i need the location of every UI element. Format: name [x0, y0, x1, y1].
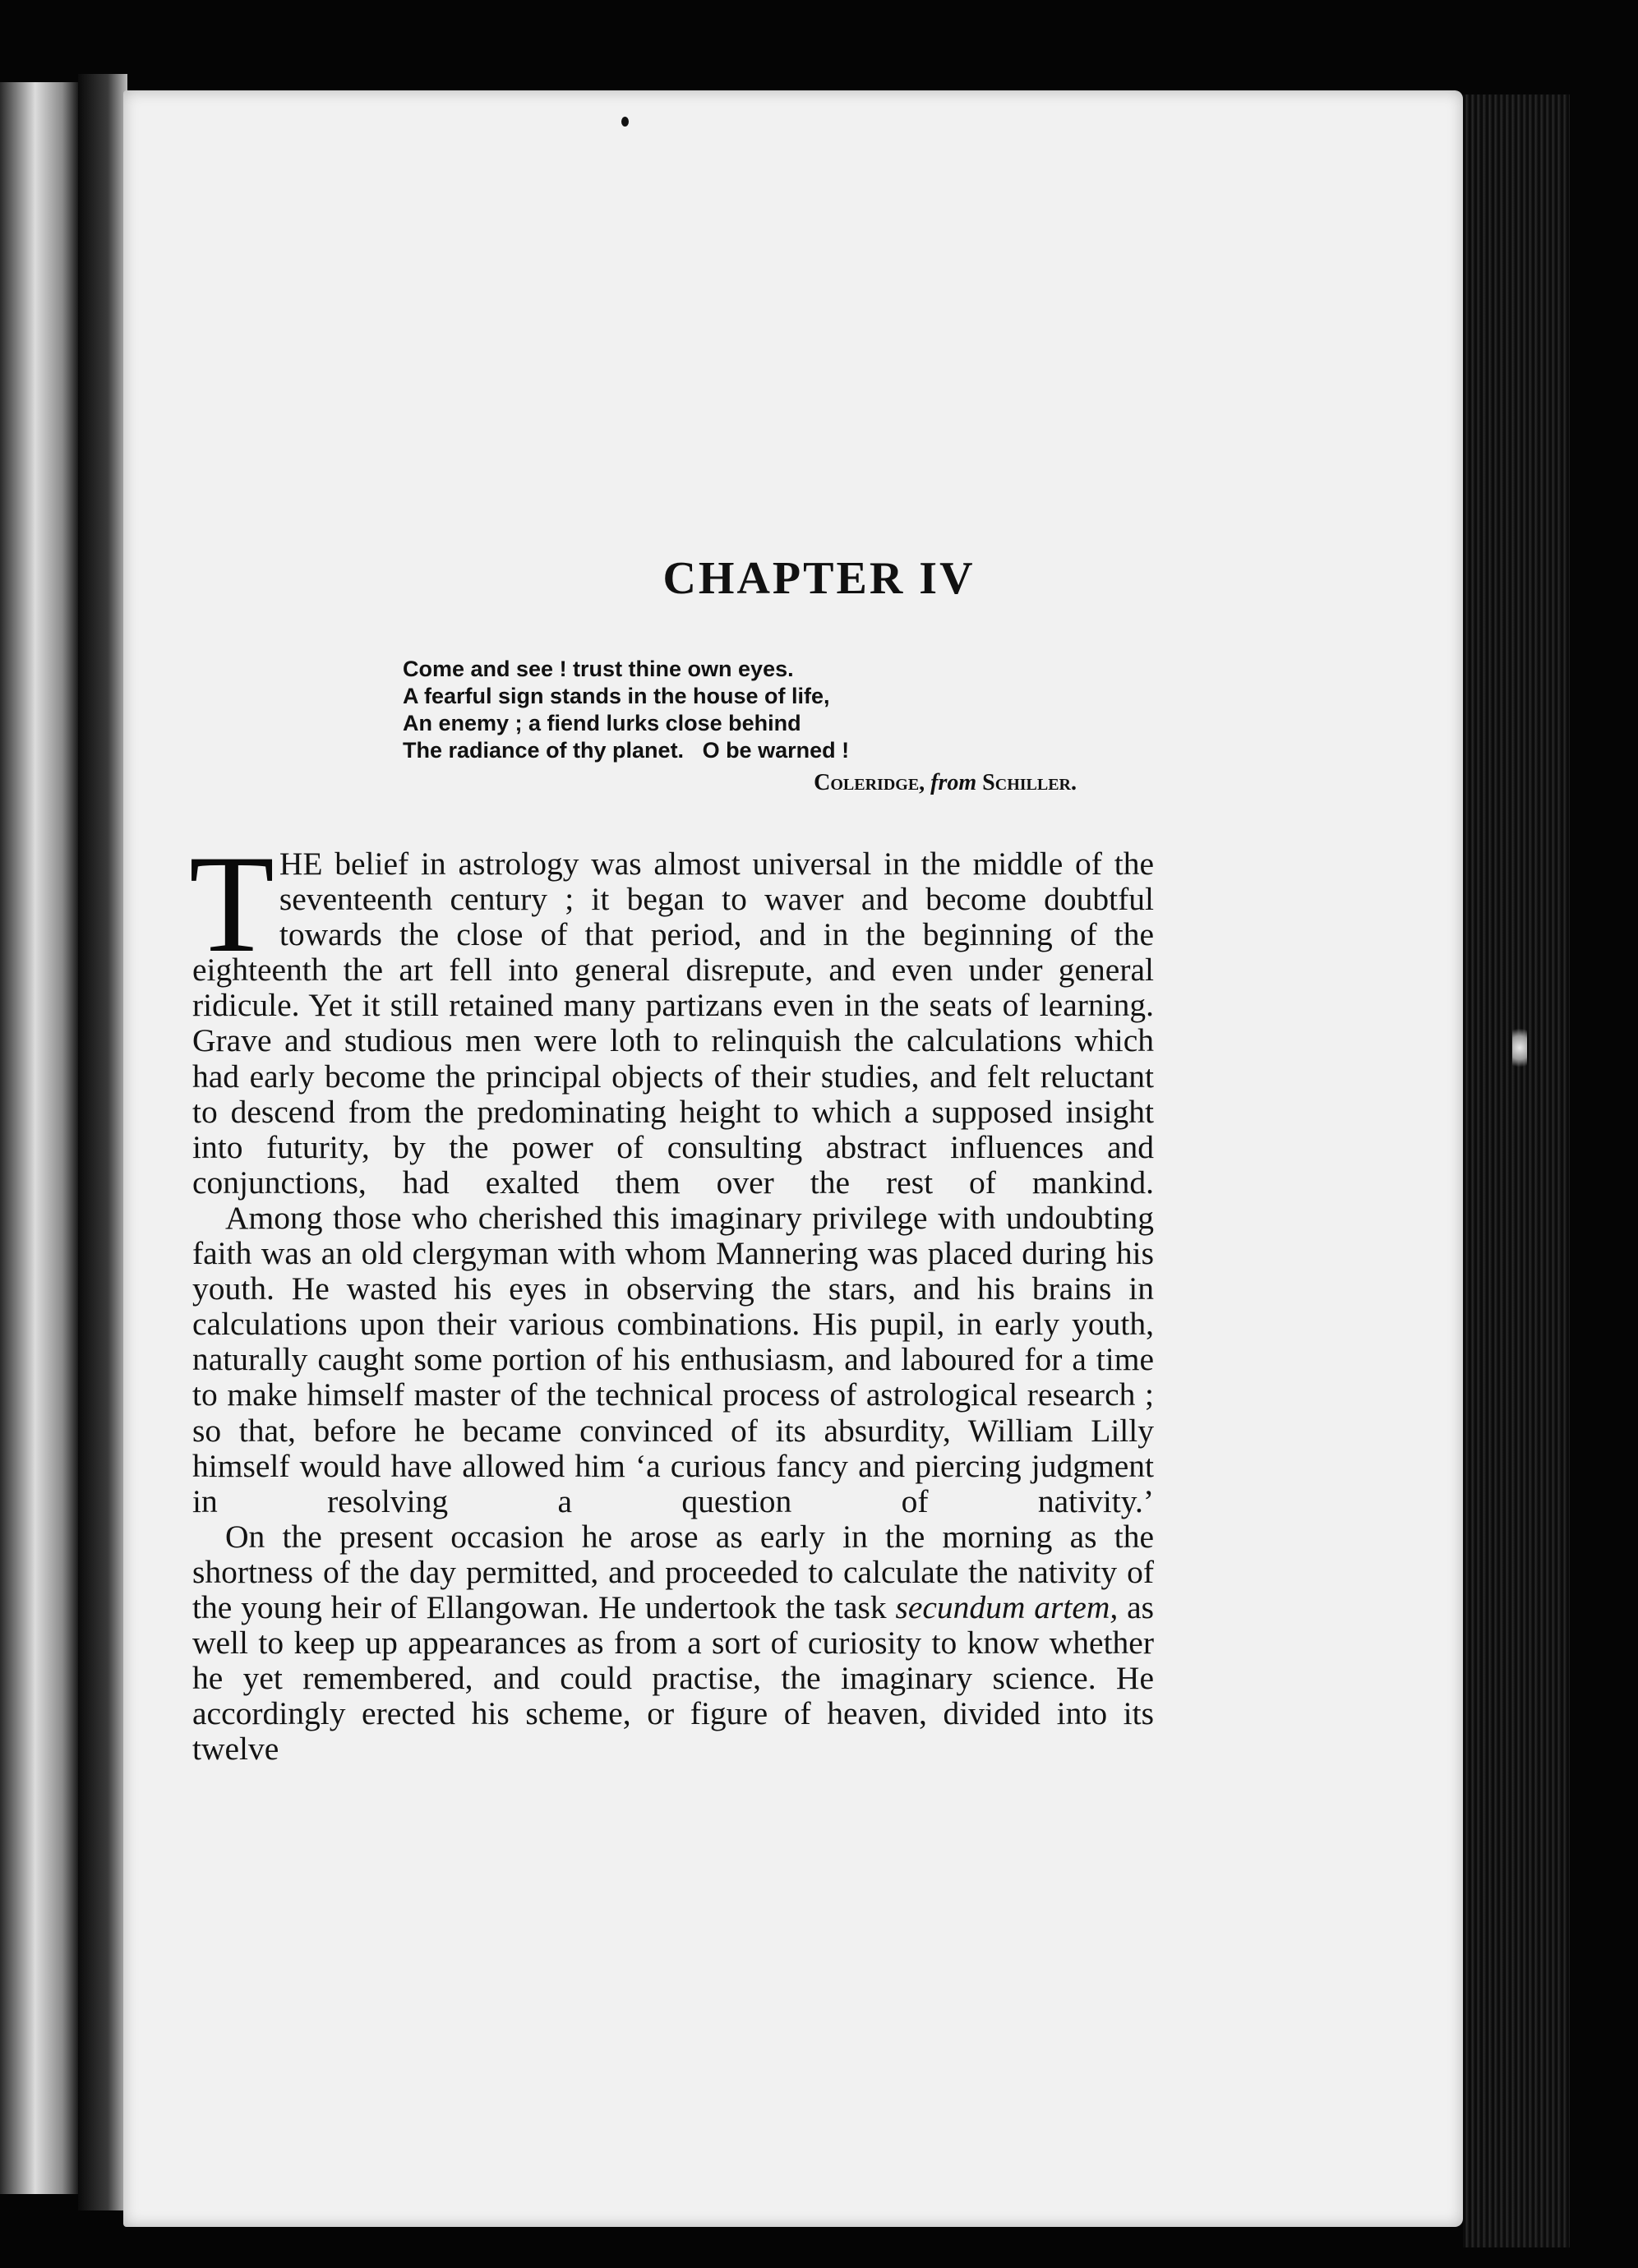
ink-speck — [621, 117, 629, 127]
page-edges — [1463, 94, 1570, 2247]
chapter-body — [189, 827, 1155, 1768]
paragraph-2-text: Among those who cherished this imaginary privilege with undoubting faith was an old clergyman with whom Mannering was placed during his youth. He wasted his eyes in observing the stars, and his brains in calculations upon their various combinations. His pupil, in early youth, naturally caught some portion of his enthusiasm, and laboured for a time to make himself master of the technical process of astrological research ; so that, before he became convinced of its absurdity, William Lilly himself would have allowed him ‘a curious fancy and piercing judgment in resolving a question of nativity.’ — [192, 1199, 1154, 1519]
paragraph-3 — [192, 1519, 1154, 1768]
paragraph-3-italic: secundum artem, — [895, 1588, 1119, 1625]
epigraph-line: A fearful sign stands in the house of life, — [403, 684, 830, 708]
paragraph-3-text-b: as well to keep up appearances as from a sort of curiosity to know whether he yet remembered, and could practise, the imaginary science. He accordingly erected his scheme, or figure of heaven, divided into its twelve — [192, 1588, 1155, 1768]
epigraph-line: The radiance of thy planet. O be warned ! — [403, 738, 850, 763]
paragraph-1 — [189, 827, 1154, 1201]
paragraph-3-text-a: On the present occasion he arose as early in the morning as the shortness of the day permitted, and proceeded to calculate the nativity of the young heir of Ellangowan. He undertook the task — [192, 1518, 1154, 1625]
epigraph — [403, 656, 1077, 796]
attribution-source: Schiller. — [982, 770, 1077, 795]
epigraph-line: An enemy ; a fiend lurks close behind — [403, 711, 801, 735]
page-edge-highlight — [1512, 1023, 1527, 1072]
left-page-edge — [0, 82, 78, 2194]
book-gutter — [78, 74, 127, 2210]
paragraph-2 — [192, 1201, 1154, 1519]
epigraph-attribution — [403, 769, 1077, 796]
epigraph-line: Come and see ! trust thine own eyes. — [403, 657, 794, 681]
chapter-title: CHAPTER IV — [662, 553, 976, 604]
attribution-from: from — [930, 770, 977, 795]
attribution-author: Coleridge, — [814, 770, 925, 795]
drop-cap: T — [189, 827, 275, 981]
paragraph-1-text: HE belief in astrology was almost universal in the middle of the seventeenth century ; it began to waver and become doubtful towards the close of that period, and in the beginning of the eighteenth the art fell into general disrepute, and even under general ridicule. Yet it still retained many partizans even in the seats of learning. Grave and studious men were loth to relinquish the calculations which had early become the principal objects of their studies, and felt reluctant to descend from the predominating height to which a supposed insight into futurity, by the power of consulting abstract influences and conjunctions, had exalted them over the rest of mankind. — [192, 846, 1154, 1201]
